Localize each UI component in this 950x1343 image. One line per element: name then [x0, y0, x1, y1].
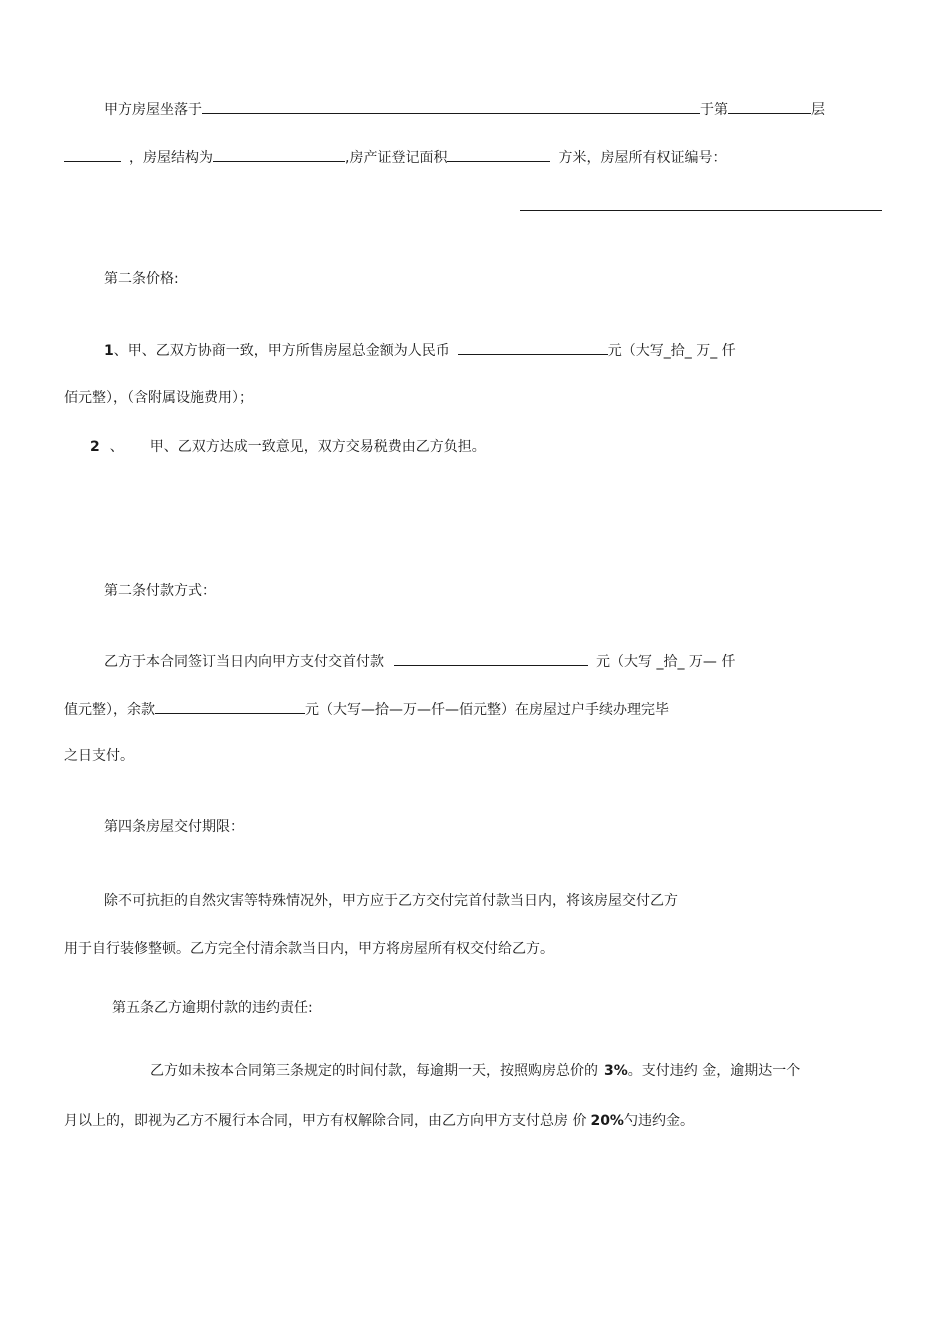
breach-line-2-b: 勺违约金。 — [623, 1113, 694, 1129]
total-price-blank[interactable] — [458, 341, 608, 355]
price-item-2-sep: 、 — [109, 439, 124, 455]
cert-label: 方米，房屋所有权证编号： — [558, 150, 727, 166]
room-count-blank[interactable] — [64, 148, 121, 162]
price-item-2 — [90, 438, 486, 456]
payment-line-2-prefix: 值元整），余款 — [64, 702, 155, 718]
price-item-1-text: 、甲、乙双方协商一致，甲方所售房屋总金额为人民币 — [113, 343, 450, 359]
payment-line-1 — [104, 652, 735, 671]
delivery-heading: 第四条房屋交付期限： — [104, 819, 244, 835]
price-item-1-number: 1 — [104, 343, 114, 359]
breach-rate-daily: 3% — [604, 1063, 628, 1079]
payment-line-2-suffix: 元（大写—拾—万—仟—佰元整）在房屋过户手续办理完毕 — [305, 702, 669, 718]
breach-line-1-b: 。支付违约 金，逾期达一个 — [627, 1063, 801, 1079]
breach-rate-total: 20% — [590, 1113, 624, 1129]
floor-suffix: 层 — [811, 102, 825, 118]
price-item-1-amount: 元（大写_拾_ 万_ 仟 — [607, 343, 736, 359]
price-item-1-cont: 佰元整），（含附属设施费用）； — [64, 390, 253, 406]
breach-heading: 第五条乙方逾期付款的违约责任: — [112, 1000, 313, 1016]
price-item-1 — [104, 341, 736, 360]
floor-blank[interactable] — [728, 100, 811, 114]
payment-line-1-text: 乙方于本合同签订当日内向甲方支付交首付款 — [104, 654, 384, 670]
area-label: ,房产证登记面积 — [345, 150, 448, 166]
floor-prefix: 于第 — [700, 102, 728, 118]
down-payment-blank[interactable] — [394, 652, 588, 666]
delivery-line-2: 用于自行装修整顿。乙方完全付清余款当日内，甲方将房屋所有权交付给乙方。 — [64, 941, 554, 957]
delivery-line-1: 除不可抗拒的自然灾害等特殊情况外，甲方应于乙方交付完首付款当日内，将该房屋交付乙方 — [104, 893, 678, 909]
structure-blank[interactable] — [213, 148, 345, 162]
cert-number-blank[interactable] — [520, 197, 882, 211]
payment-line-1-amount: 元（大写 _拾_ 万— 仟 — [596, 654, 736, 670]
price-item-2-text: 甲、乙双方达成一致意见，双方交易税费由乙方负担。 — [149, 439, 486, 455]
breach-line-2-a: 月以上的，即视为乙方不履行本合同，甲方有权解除合同，由乙方向甲方支付总房 价 — [64, 1113, 587, 1129]
breach-line-1 — [150, 1062, 800, 1080]
area-blank[interactable] — [447, 148, 550, 162]
structure-label: ，房屋结构为 — [129, 150, 213, 166]
price-heading: 第二条价格: — [104, 271, 179, 287]
payment-heading: 第二条付款方式： — [104, 583, 216, 599]
payment-line-3: 之日支付。 — [64, 748, 134, 764]
location-prefix: 甲方房屋坐落于 — [104, 102, 202, 118]
location-line — [104, 100, 825, 119]
structure-line — [64, 148, 726, 167]
breach-line-2 — [64, 1112, 694, 1130]
payment-line-2 — [64, 700, 669, 719]
balance-blank[interactable] — [155, 700, 305, 714]
price-item-2-number: 2 — [90, 439, 100, 455]
location-blank[interactable] — [202, 100, 700, 114]
breach-line-1-a: 乙方如未按本合同第三条规定的时间付款，每逾期一天，按照购房总价的 — [150, 1063, 598, 1079]
